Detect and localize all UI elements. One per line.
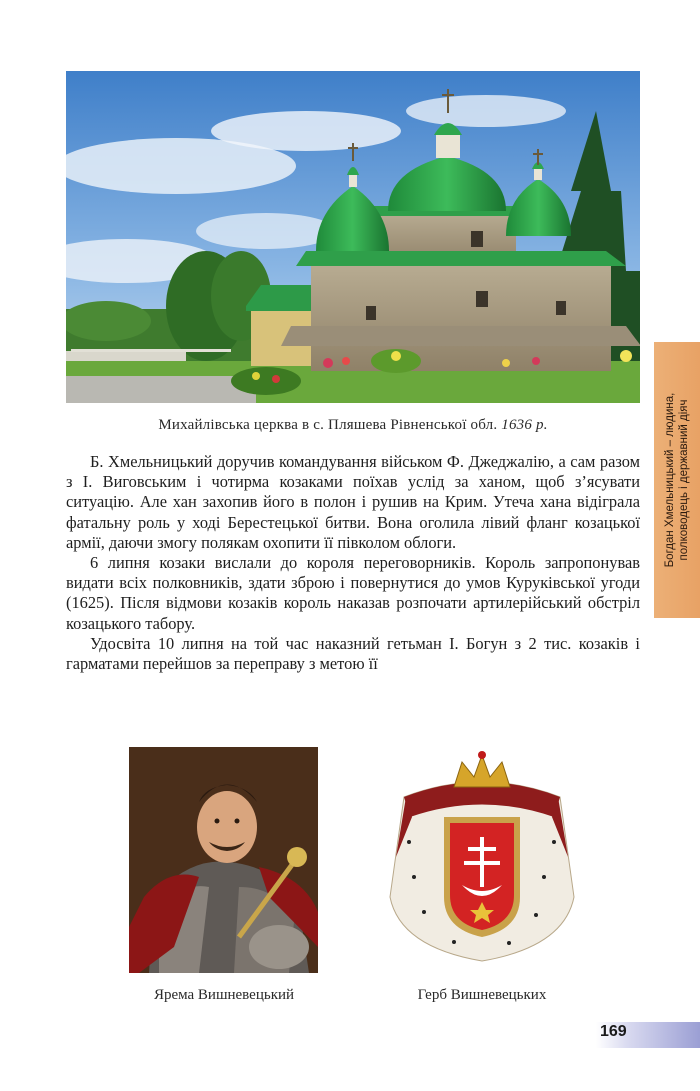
church-caption-year: 1636 р. [501, 417, 548, 433]
paragraph-3: Удосвіта 10 липня на той час наказний гетьман І. Богун з 2 тис. козаків і гарматами перейшов за переправу з метою її [66, 633, 640, 674]
side-tab-line-2: полководець і державний діяч [678, 399, 690, 561]
paragraph-1: Б. Хмельницький доручив командування військом Ф. Джеджалію, а сам разом з І. Виговським і чотирма козаками поїхав услід за ханом, щоб з’ясувати ситуацію. Але хан захопив його в полон і рушив на Крим. Утеча хана відіграла фатальну роль у ході Берестецької битви. Вона оголила лівий фланг козацької армії, даючи змогу полякам охопити її півколом облоги. [66, 452, 640, 552]
church-caption [66, 417, 640, 434]
church-caption-text: Михайлівська церква в с. Пляшева Рівненської обл. [158, 417, 498, 433]
portrait-caption: Ярема Вишневецький [153, 987, 295, 1003]
chapter-side-tab [654, 342, 700, 618]
portrait-vyshnevetsky [129, 747, 318, 973]
main-text [66, 452, 640, 674]
page-number: 169 [600, 1023, 627, 1040]
coat-of-arms-caption: Герб Вишневецьких [417, 987, 547, 1003]
coat-of-arms-vyshnevetsky [384, 747, 580, 973]
paragraph-2: 6 липня козаки вислали до короля переговорників. Король запропонував видати всіх полковників, здати зброю і повернутися до умов Куруківської угоди (1625). Після відмови козаків король наказав розпочати артилерійський обстріл козацького табору. [66, 553, 640, 633]
church-photo [66, 71, 640, 403]
side-tab-line-1: Богдан Хмельницький – людина, [664, 392, 676, 568]
